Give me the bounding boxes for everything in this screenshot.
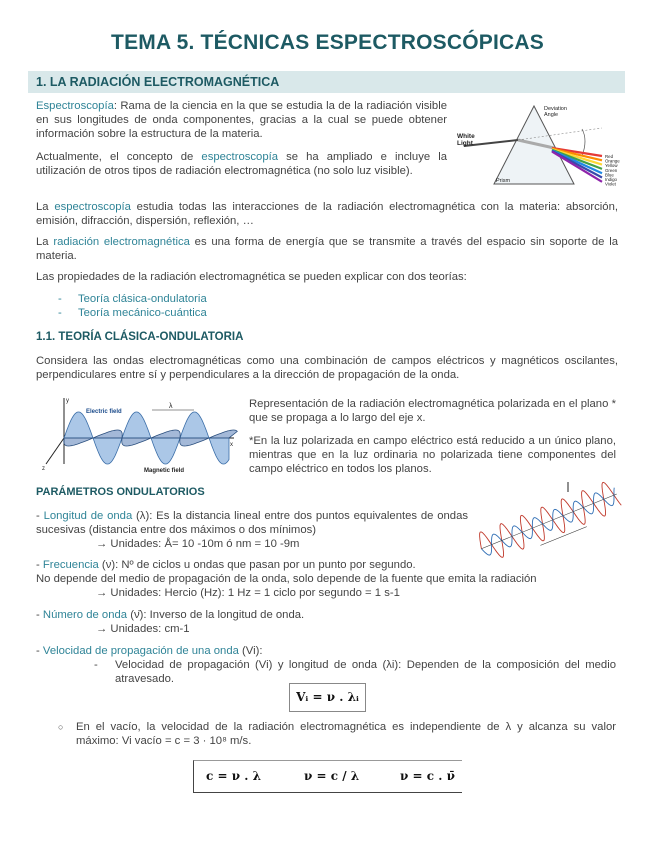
z-axis-label: z — [42, 466, 45, 472]
wavelength-label: λ — [169, 403, 173, 410]
paragraph-polarized-note: *En la luz polarizada en campo eléctrico está reducido a un único plano, mientras que en la luz ordinaria no polarizada tiene componentes del campo eléctrico en todos los planos. — [249, 435, 616, 475]
formula-nu-bar: ν = c . ν̄ — [400, 769, 455, 783]
z-axis — [46, 438, 64, 464]
color-label-indigo: Indigo — [605, 177, 617, 182]
page-title: TEMA 5. TÉCNICAS ESPECTROSCÓPICAS — [111, 31, 544, 54]
paragraph-spectroscopy-extended: Actualmente, el concepto de espectroscopía se ha ampliado e incluye la utilización de otros tipos de radiación electromagnética (no solo luz visible). — [36, 151, 447, 177]
formula-box-vi — [289, 683, 366, 712]
electric-field-label: Electric field — [86, 409, 122, 415]
list-item: - Teoría mecánico-cuántica — [58, 307, 207, 319]
color-label-yellow: Yellow — [605, 163, 618, 169]
color-label-green: Green — [605, 167, 618, 173]
param-wavenumber-units: → Unidades: cm-1 — [96, 623, 190, 635]
param-frequency-note: No depende del medio de propagación de la onda, solo depende de la fuente que emita la radiación — [36, 573, 537, 585]
paragraph-wave-intro: Considera las ondas electromagnéticas como una combinación de campos eléctricos y magnéticos oscilantes, perpendiculares entre sí y perpendiculares a la dirección de propagación de la onda. — [36, 355, 618, 381]
magnetic-field-label: Magnetic field — [144, 468, 185, 474]
deviation-angle-label: Deviation Angle — [544, 106, 567, 118]
term: espectroscopía — [54, 201, 131, 213]
circle-bullet: ○ — [58, 722, 64, 732]
list-item: - Teoría clásica-ondulatoria — [58, 293, 207, 305]
wavelength-arrow — [540, 527, 586, 546]
param-wavenumber: - Número de onda (ν̄): Inverso de la longitud de onda. — [36, 609, 305, 621]
em-wave-diagram — [34, 394, 239, 478]
paragraph-spectroscopy-interactions: La espectroscopía estudia todas las interacciones de la radiación electromagnética con la materia: absorción, emisión, difracción, dispersión, reflexión, … — [36, 201, 618, 227]
paragraph-em-radiation: La radiación electromagnética es una forma de energía que se transmite a través del espacio sin soporte de la materia. — [36, 236, 618, 262]
formula-nu: ν = c / λ — [304, 769, 360, 783]
paragraph-spectroscopy-definition: Espectroscopía: Rama de la ciencia en la que se estudia la de la radiación visible en sus longitudes de onda componentes, gracias a la cual se puede obtener información sobre la estructura de la materia. — [36, 100, 447, 140]
color-label-red: Red — [605, 154, 614, 159]
formula-c: c = ν . λ — [206, 769, 261, 783]
term: Espectroscopía — [36, 100, 114, 112]
x-axis-label: x — [230, 442, 233, 448]
params-heading: PARÁMETROS ONDULATORIOS — [36, 486, 205, 498]
subsection-heading: 1.1. TEORÍA CLÁSICA-ONDULATORIA — [36, 331, 244, 343]
theories-list — [58, 292, 358, 320]
color-label-blue: Blue — [605, 172, 614, 178]
formula-box-relations — [193, 760, 462, 793]
param-velocity-detail: Velocidad de propagación (Vi) y longitud de onda (λi): Dependen de la composición del medio atravesado. — [115, 659, 616, 685]
white-light-label: White Light — [457, 133, 475, 147]
term: radiación electromagnética — [53, 236, 190, 248]
param-frequency-units: → Unidades: Hercio (Hz): 1 Hz = 1 ciclo por segundo = 1 s-1 — [96, 587, 400, 599]
param-frequency: - Frecuencia (ν): Nº de ciclos u ondas que pasan por un punto por segundo. — [36, 559, 416, 571]
paragraph-vacuum-speed: En el vacío, la velocidad de la radiación electromagnética es independiente de λ y alcanza su valor máximo: Vi vacío = c = 3 · 10⁸ m/s. — [76, 721, 616, 747]
spectrum-color-labels — [605, 154, 620, 187]
paragraph-theories-intro: Las propiedades de la radiación electromagnética se pueden explicar con dos teorías: — [36, 271, 467, 283]
paragraph-wave-representation: Representación de la radiación electromagnética polarizada en el plano * que se propaga a lo largo del eje x. — [249, 398, 616, 424]
formula-vi: Vᵢ = ν . λᵢ — [296, 690, 359, 704]
y-axis-label: y — [66, 398, 69, 404]
dash-marker: - — [94, 659, 98, 671]
param-wavelength-units: → Unidades: Å= 10 -10m ó nm = 10 -9m — [96, 538, 300, 550]
color-label-violet: Violet — [605, 181, 616, 187]
color-label-orange: Orange — [605, 158, 620, 164]
section-heading: 1. LA RADIACIÓN ELECTROMAGNÉTICA — [36, 75, 280, 89]
prism-diagram — [452, 96, 630, 198]
param-velocity: - Velocidad de propagación de una onda (Vi): — [36, 645, 263, 657]
wavelength-diagram — [472, 478, 627, 564]
param-wavelength: - Longitud de onda (λ): Es la distancia lineal entre dos puntos equivalentes de ondas sucesivas (distancia entre dos máximos o dos mínimos) — [36, 510, 469, 536]
term: espectroscopía — [201, 151, 279, 163]
prism-label: Prism — [496, 178, 511, 184]
